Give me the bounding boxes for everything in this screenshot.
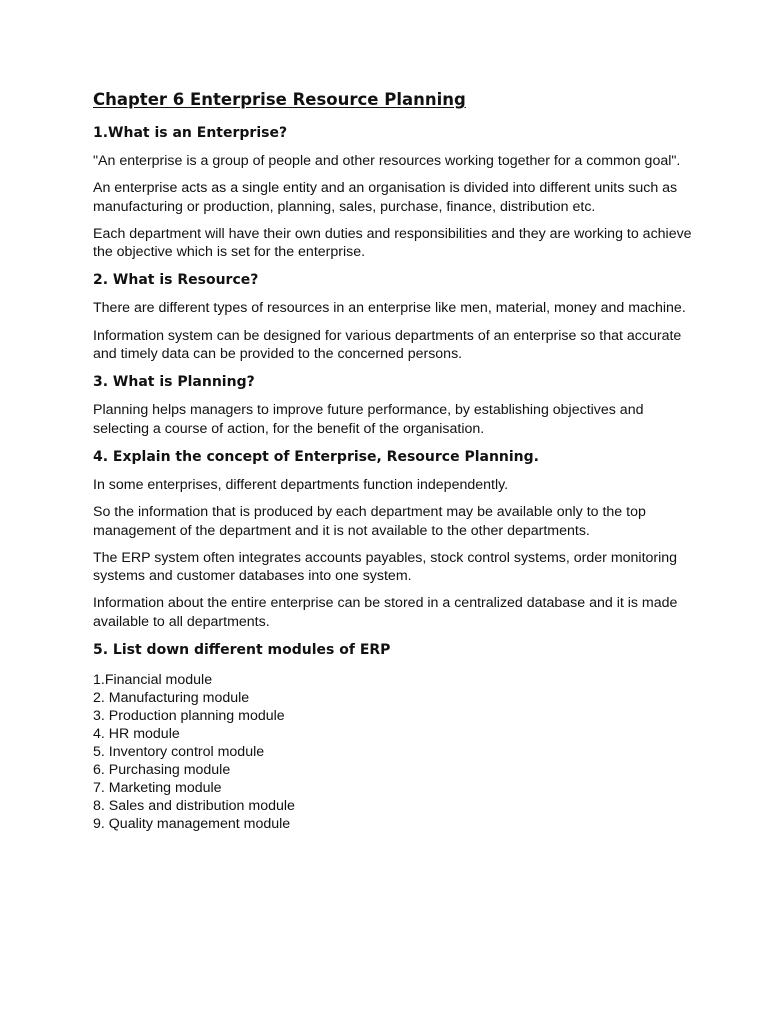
- section-enterprise: [93, 123, 693, 261]
- list-item: 1.Financial module: [93, 672, 213, 689]
- paragraph: In some enterprises, different departments function independently.: [93, 476, 509, 493]
- list-item: 9. Quality management module: [93, 816, 291, 833]
- document-page: [93, 88, 693, 833]
- section-heading: 5. List down different modules of ERP: [93, 642, 391, 659]
- section-erp-modules: [93, 640, 693, 833]
- section-heading: 4. Explain the concept of Enterprise, Resource Planning.: [93, 448, 539, 465]
- paragraph: There are different types of resources in an enterprise like men, material, money and machine.: [93, 300, 686, 317]
- list-item: 3. Production planning module: [93, 708, 285, 725]
- paragraph: The ERP system often integrates accounts payables, stock control systems, order monitoring systems and customer databases into one system.: [93, 549, 678, 585]
- section-heading: 1.What is an Enterprise?: [93, 125, 288, 141]
- paragraph: So the information that is produced by each department may be available only to the top management of the department and it is not available to the other departments.: [93, 504, 646, 539]
- list-item: 8. Sales and distribution module: [93, 798, 295, 815]
- section-planning: [93, 372, 693, 438]
- section-resource: [93, 270, 693, 363]
- section-heading: 2. What is Resource?: [93, 272, 259, 289]
- paragraph: Each department will have their own duties and responsibilities and they are working to achieve the objective which is set for the enterprise.: [93, 225, 692, 261]
- paragraph: Information about the entire enterprise can be stored in a centralized database and it is made available to all departments.: [93, 595, 678, 630]
- section-heading: 3. What is Planning?: [93, 374, 255, 391]
- paragraph: An enterprise acts as a single entity and an organisation is divided into different units such as manufacturing or production, planning, sales, purchase, finance, distribution etc.: [93, 180, 678, 215]
- list-item: 6. Purchasing module: [93, 762, 231, 779]
- page-title: Chapter 6 Enterprise Resource Planning: [93, 90, 466, 109]
- paragraph: Planning helps managers to improve future performance, by establishing objectives and selecting a course of action, for the benefit of the organisation.: [93, 402, 644, 437]
- list-item: 4. HR module: [93, 726, 180, 743]
- list-item: 7. Marketing module: [93, 780, 222, 797]
- paragraph: "An enterprise is a group of people and other resources working together for a common goal".: [93, 153, 681, 169]
- modules-list: [93, 671, 693, 833]
- list-item: 5. Inventory control module: [93, 744, 265, 761]
- section-erp-concept: [93, 447, 693, 631]
- list-item: 2. Manufacturing module: [93, 690, 250, 707]
- paragraph: Information system can be designed for various departments of an enterprise so that accurate and timely data can be provided to the concerned persons.: [93, 327, 682, 363]
